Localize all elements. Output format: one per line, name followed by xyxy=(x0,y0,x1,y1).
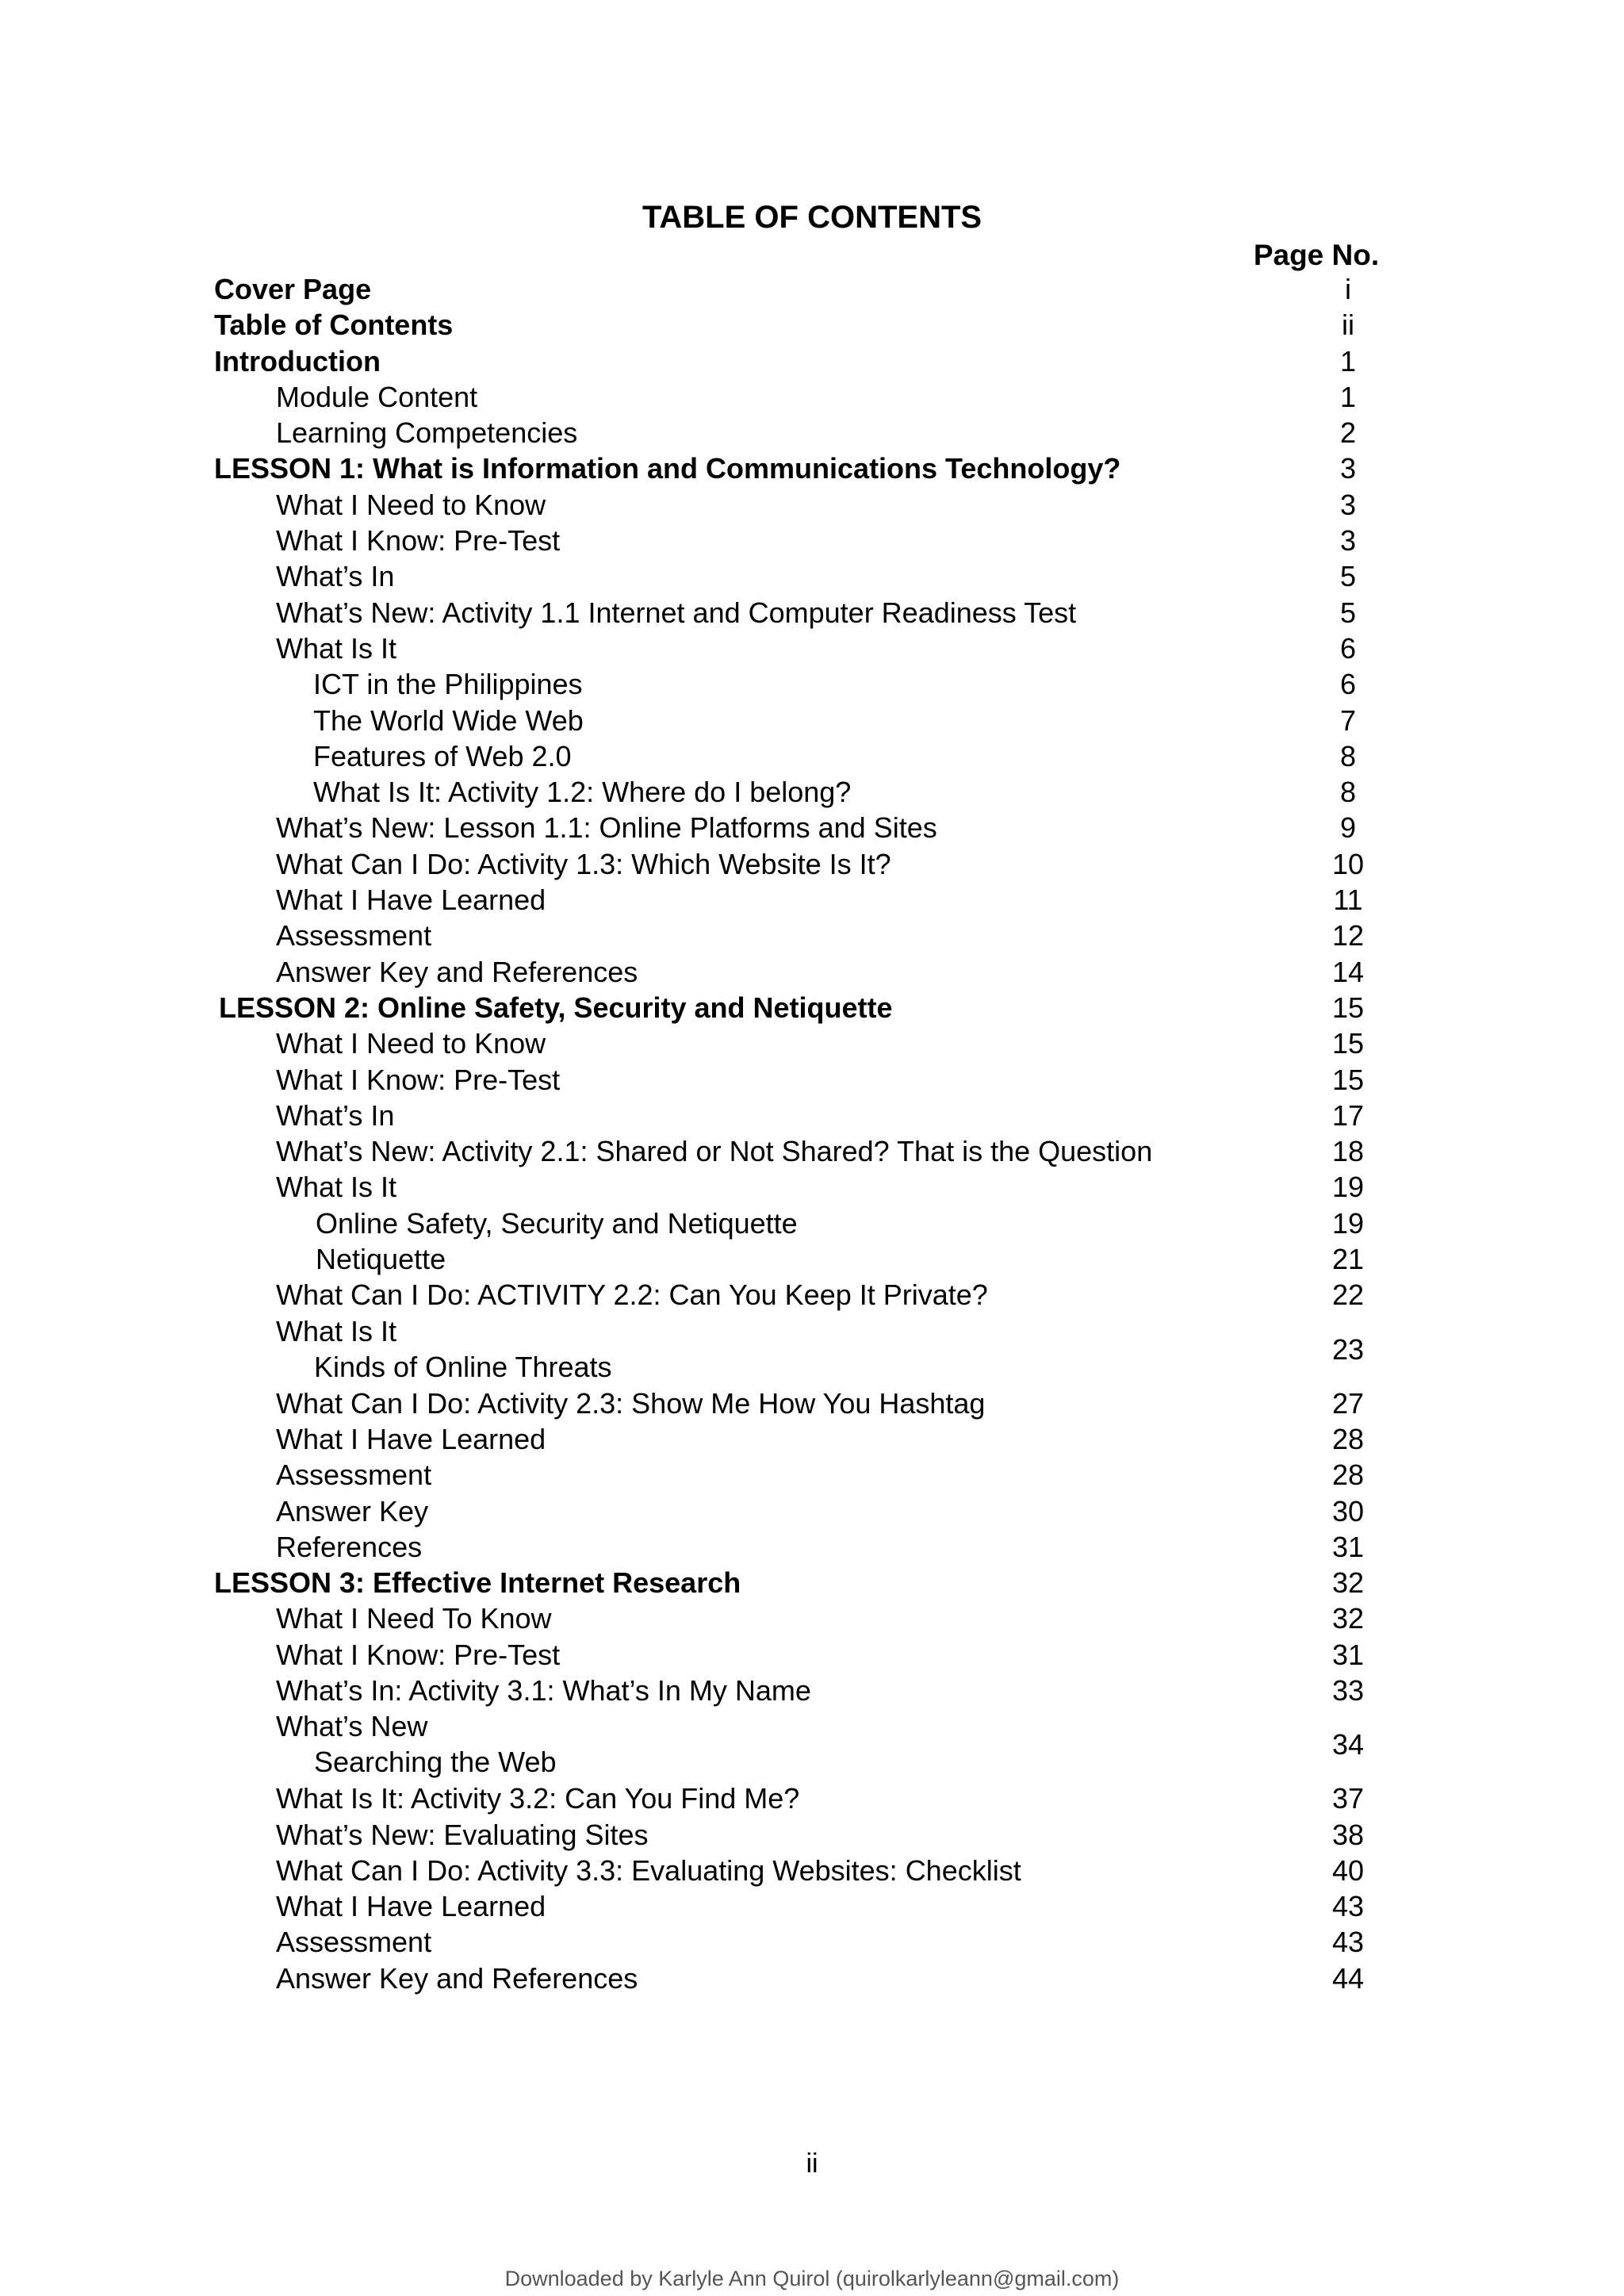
toc-entry-page: 34 xyxy=(1331,1728,1365,1761)
toc-entry-label: Learning Competencies xyxy=(276,416,578,450)
toc-entry-label: What Is It xyxy=(276,1171,397,1204)
toc-entry-label: What I Need to Know xyxy=(276,1027,546,1060)
toc-entry-label: Features of Web 2.0 xyxy=(313,739,572,772)
toc-entry-label: What’s In xyxy=(276,1098,395,1132)
toc-entry xyxy=(0,1600,1624,1636)
toc-entry-page: 8 xyxy=(1339,739,1357,772)
toc-entry xyxy=(0,271,1624,307)
toc-lesson-heading xyxy=(0,990,1624,1025)
toc-entry-label: What’s New: Evaluating Sites xyxy=(276,1818,649,1851)
toc-entry-page: 37 xyxy=(1331,1782,1365,1815)
toc-entry xyxy=(0,882,1624,918)
toc-entry-page: 38 xyxy=(1331,1818,1365,1851)
toc-entry xyxy=(0,703,1624,738)
toc-entry-label: What Can I Do: Activity 1.3: Which Website Is It? xyxy=(276,847,891,880)
toc-entry xyxy=(0,738,1624,774)
toc-entry-page: 19 xyxy=(1331,1171,1365,1204)
toc-entry xyxy=(0,1924,1624,1960)
toc-entry-label: What Is It: Activity 1.2: Where do I belong? xyxy=(313,776,852,809)
toc-entry xyxy=(0,1853,1624,1888)
toc-entry xyxy=(0,1780,1624,1816)
toc-entry-page: 43 xyxy=(1331,1926,1365,1959)
toc-entry xyxy=(0,379,1624,415)
toc-entry-label: Online Safety, Security and Netiquette xyxy=(316,1206,798,1240)
toc-entry xyxy=(0,307,1624,343)
toc-entry xyxy=(0,343,1624,379)
toc-entry-label: Assessment xyxy=(276,1458,432,1492)
toc-entry xyxy=(0,487,1624,523)
toc-entry-page: 43 xyxy=(1331,1890,1365,1923)
toc-entry-page: 17 xyxy=(1331,1098,1365,1132)
toc-entry-label: What I Have Learned xyxy=(276,884,546,917)
toc-entry xyxy=(0,1961,1624,1996)
toc-entry xyxy=(0,1025,1624,1061)
toc-entry-page: 40 xyxy=(1331,1853,1365,1887)
toc-entry-page: 2 xyxy=(1339,416,1357,450)
toc-entry xyxy=(0,846,1624,882)
toc-entry xyxy=(0,918,1624,953)
toc-entry-label: What Can I Do: Activity 2.3: Show Me How You Hashtag xyxy=(276,1386,986,1420)
toc-entry-main-label: What’s New xyxy=(276,1710,428,1743)
toc-entry xyxy=(0,1457,1624,1493)
toc-entry-label: What I Have Learned xyxy=(276,1422,546,1455)
toc-entry xyxy=(0,523,1624,558)
toc-entry-label: Netiquette xyxy=(316,1243,446,1276)
toc-entry-page: 19 xyxy=(1331,1206,1365,1240)
toc-entry xyxy=(0,631,1624,666)
toc-entry-page: 32 xyxy=(1331,1602,1365,1635)
toc-entry xyxy=(0,1277,1624,1313)
toc-entry-page: 1 xyxy=(1339,344,1357,378)
toc-entry-label: What’s In: Activity 3.1: What’s In My Name xyxy=(276,1673,811,1707)
toc-entry-page: i xyxy=(1345,273,1351,305)
toc-entry-page: 22 xyxy=(1331,1278,1365,1312)
toc-entry-label: The World Wide Web xyxy=(313,703,584,737)
toc-entry-page: 15 xyxy=(1331,1027,1365,1060)
toc-entry-page: 9 xyxy=(1339,811,1357,845)
toc-entry-label: LESSON 1: What is Information and Communications Technology? xyxy=(214,452,1121,485)
toc-entry-page: 21 xyxy=(1331,1243,1365,1276)
toc-entry xyxy=(0,1673,1624,1708)
toc-entry-label: LESSON 3: Effective Internet Research xyxy=(214,1566,741,1600)
toc-entry-label: Introduction xyxy=(214,344,381,378)
toc-entry-page: 30 xyxy=(1331,1494,1365,1527)
toc-entry xyxy=(0,1637,1624,1673)
toc-entry-label: What Is It: Activity 3.2: Can You Find Me? xyxy=(276,1782,800,1815)
toc-entry-page: 33 xyxy=(1331,1673,1365,1707)
toc-entry xyxy=(0,1529,1624,1565)
toc-entry-page: 3 xyxy=(1339,452,1357,485)
toc-entry-label: What I Know: Pre-Test xyxy=(276,1638,561,1671)
toc-entry-label: Table of Contents xyxy=(214,309,454,342)
toc-entry-label: Answer Key and References xyxy=(276,1961,638,1995)
toc-entry-page: 8 xyxy=(1339,776,1357,809)
toc-entry-label: What I Need to Know xyxy=(276,488,546,521)
toc-entry-label: What’s New: Activity 1.1 Internet and Computer Readiness Test xyxy=(276,596,1077,629)
toc-entry xyxy=(0,595,1624,631)
toc-entry-page: 15 xyxy=(1331,1063,1365,1096)
toc-entry xyxy=(0,1493,1624,1529)
toc-entry-label: Assessment xyxy=(276,919,432,953)
toc-entry-label: Assessment xyxy=(276,1926,432,1959)
toc-entry-label: What Can I Do: ACTIVITY 2.2: Can You Keep It Private? xyxy=(276,1278,988,1312)
toc-entry-label: What I Know: Pre-Test xyxy=(276,1063,561,1096)
toc-entry xyxy=(0,1817,1624,1853)
toc-entry-label: What Can I Do: Activity 3.3: Evaluating Websites: Checklist xyxy=(276,1853,1021,1887)
toc-entry xyxy=(0,1888,1624,1924)
toc-entry-label: What I Need To Know xyxy=(276,1602,552,1635)
toc-entry-page: 3 xyxy=(1339,488,1357,521)
toc-entry-page: 28 xyxy=(1331,1422,1365,1455)
toc-entry-sub-label: Searching the Web xyxy=(314,1746,557,1779)
toc-entry-label: What I Know: Pre-Test xyxy=(276,524,561,558)
toc-entry-page: 28 xyxy=(1331,1458,1365,1492)
toc-entry-label: Answer Key and References xyxy=(276,955,638,988)
toc-entry-label: Module Content xyxy=(276,380,478,413)
toc-entry-sub-label: Kinds of Online Threats xyxy=(314,1350,612,1383)
toc-entry-page: 23 xyxy=(1331,1332,1365,1366)
toc-entry-page: 5 xyxy=(1339,596,1357,629)
toc-entry xyxy=(0,1708,1624,1780)
toc-entry xyxy=(0,810,1624,845)
toc-entry-page: 6 xyxy=(1339,668,1357,701)
toc-entry-page: 3 xyxy=(1339,524,1357,558)
toc-entry-page: 15 xyxy=(1331,991,1365,1024)
toc-entry-label: References xyxy=(276,1530,423,1563)
toc-entry-page: 11 xyxy=(1333,884,1363,917)
toc-entry-page: 27 xyxy=(1331,1386,1365,1420)
toc-entry xyxy=(0,1133,1624,1169)
toc-entry-label: Answer Key xyxy=(276,1494,429,1527)
toc-entry-label: What’s In xyxy=(276,560,395,593)
toc-entry-page: 44 xyxy=(1331,1961,1365,1995)
toc-entry xyxy=(0,954,1624,990)
toc-entry xyxy=(0,666,1624,702)
toc-lesson-heading xyxy=(0,450,1624,486)
toc-entry xyxy=(0,1421,1624,1457)
table-of-contents xyxy=(0,271,1624,1996)
toc-entry-page: 31 xyxy=(1331,1638,1365,1671)
toc-entry xyxy=(0,774,1624,810)
toc-entry-page: 5 xyxy=(1339,560,1357,593)
toc-entry-page: 31 xyxy=(1331,1530,1365,1563)
toc-entry-page: 32 xyxy=(1331,1566,1365,1600)
toc-entry-label: What’s New: Lesson 1.1: Online Platforms and Sites xyxy=(276,811,937,845)
toc-entry xyxy=(0,558,1624,594)
toc-entry-page: 12 xyxy=(1331,919,1365,953)
download-watermark: Downloaded by Karlyle Ann Quirol (quirolkarlyleann@gmail.com) xyxy=(504,2267,1120,2290)
toc-entry xyxy=(0,1205,1624,1241)
toc-entry xyxy=(0,1062,1624,1098)
toc-entry-label: LESSON 2: Online Safety, Security and Netiquette xyxy=(219,991,893,1024)
toc-lesson-heading xyxy=(0,1565,1624,1600)
toc-entry-page: 14 xyxy=(1331,955,1365,988)
toc-entry xyxy=(0,415,1624,450)
toc-entry-label xyxy=(276,1313,612,1385)
toc-entry-label: ICT in the Philippines xyxy=(313,668,583,701)
page-title: TABLE OF CONTENTS xyxy=(642,200,982,235)
toc-entry-page: 18 xyxy=(1331,1135,1365,1168)
toc-entry-page: 6 xyxy=(1339,631,1357,665)
toc-entry-label: What’s New: Activity 2.1: Shared or Not Shared? That is the Question xyxy=(276,1135,1153,1168)
toc-entry xyxy=(0,1098,1624,1133)
toc-entry-main-label: What Is It xyxy=(276,1314,397,1347)
toc-entry xyxy=(0,1169,1624,1205)
toc-entry-page: ii xyxy=(1342,309,1354,342)
page-number-column-header: Page No. xyxy=(1253,239,1380,271)
page-number: ii xyxy=(806,2148,818,2179)
toc-entry-page: 10 xyxy=(1331,847,1365,880)
toc-entry-label: What Is It xyxy=(276,631,397,665)
toc-entry xyxy=(0,1386,1624,1421)
toc-entry xyxy=(0,1241,1624,1277)
toc-entry-label xyxy=(276,1708,557,1780)
toc-entry xyxy=(0,1313,1624,1386)
toc-entry-page: 1 xyxy=(1339,380,1357,413)
toc-entry-label: Cover Page xyxy=(214,273,372,305)
toc-entry-label: What I Have Learned xyxy=(276,1890,546,1923)
toc-entry-page: 7 xyxy=(1339,703,1357,737)
